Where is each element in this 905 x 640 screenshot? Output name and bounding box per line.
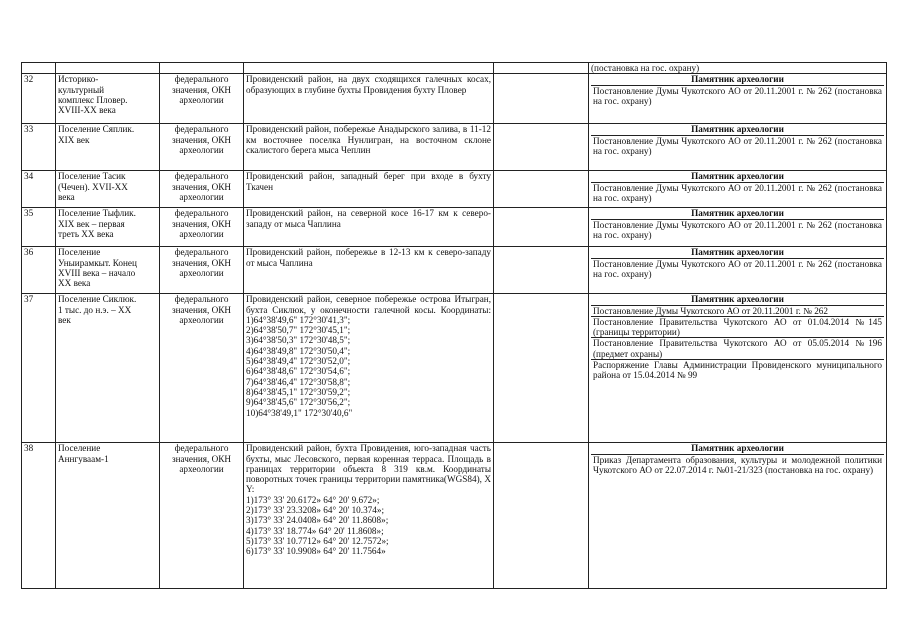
object-location	[244, 247, 494, 294]
object-category	[160, 171, 244, 208]
empty-cell	[494, 443, 589, 589]
object-location	[244, 74, 494, 124]
object-name	[56, 74, 160, 124]
legal-act: Приказ Департамента образования, культуры и молодежной политики Чукотского АО от 22.07.2014 г. №01-21/323 (постановка на гос. охрану)	[593, 454, 882, 475]
object-category-line: значения, ОКН	[171, 304, 231, 315]
legal-acts	[589, 294, 887, 443]
object-category-line: археологии	[179, 228, 224, 239]
object-name	[56, 208, 160, 247]
object-name-line: Историко-	[58, 74, 99, 85]
object-name	[56, 124, 160, 171]
object-category-line: значения, ОКН	[171, 257, 231, 268]
location-text: Провиденский район, побережье в 12-13 км к северо-западу от мыса Чаплина	[246, 247, 491, 268]
object-name-line: XIX век – первая	[58, 218, 125, 229]
coordinate-line: 2)64°38'50,7" 172°30'45,1";	[246, 325, 351, 336]
row-number: 33	[22, 124, 56, 171]
object-category-line: археологии	[179, 94, 224, 105]
object-name-line: века	[58, 191, 75, 202]
legal-acts-stack	[591, 443, 884, 475]
coordinates-list	[246, 495, 491, 557]
register-row	[22, 208, 887, 247]
object-name-line: треть XX века	[58, 228, 114, 239]
object-category	[160, 443, 244, 589]
object-category	[160, 124, 244, 171]
legal-act: Постановление Думы Чукотского АО от 20.11.2001 г. № 262 (постановка на гос. охрану)	[593, 219, 882, 240]
row-number: 34	[22, 171, 56, 208]
object-name-line: Поселение Сяплик.	[58, 124, 135, 135]
legal-acts	[589, 74, 887, 124]
object-name-line: Поселение Тасик	[58, 171, 126, 182]
object-category-line: федерального	[174, 443, 229, 454]
row-number: 37	[22, 294, 56, 443]
coordinate-line: 6)173° 33' 10.9908» 64° 20' 11.7564»	[246, 546, 386, 557]
empty-cell	[494, 208, 589, 247]
object-name-line: Поселение	[58, 247, 101, 258]
object-name-line: век	[58, 314, 71, 325]
object-category-line: археологии	[179, 314, 224, 325]
coordinates-list	[246, 325, 491, 418]
object-location	[244, 171, 494, 208]
monument-type: Памятник археологии	[591, 247, 884, 258]
coordinate-line: 1)173° 33' 20.6172» 64° 20' 9.672»;	[246, 494, 380, 505]
object-name	[56, 247, 160, 294]
legal-acts-stack	[591, 74, 884, 106]
empty-cell	[494, 171, 589, 208]
object-category-line: федерального	[174, 124, 229, 135]
object-name-line: XIX век	[58, 134, 90, 145]
object-name	[56, 294, 160, 443]
object-category	[160, 294, 244, 443]
empty-cell	[494, 74, 589, 124]
object-category-line: археологии	[179, 144, 224, 155]
row-number: 32	[22, 74, 56, 124]
coordinate-line: 7)64°38'46,4" 172°30'58,8";	[246, 376, 351, 387]
location-text: Провиденский район, западный берег при входе в бухту Ткачен	[246, 171, 491, 192]
monument-type: Памятник археологии	[591, 443, 884, 454]
object-name-line: XVIII-XX века	[58, 105, 116, 116]
object-name-line: Поселение Сиклюк.	[58, 294, 137, 305]
legal-acts	[589, 208, 887, 247]
object-location	[244, 443, 494, 589]
object-category-line: значения, ОКН	[171, 134, 231, 145]
object-category-line: археологии	[179, 267, 224, 278]
object-category-line: федерального	[174, 294, 229, 305]
object-category-line: значения, ОКН	[171, 218, 231, 229]
empty-cell	[494, 124, 589, 171]
object-category	[160, 74, 244, 124]
object-name-line: Уныирамкыт. Конец	[58, 257, 137, 268]
location-text: Провиденский район, северное побережье острова Итыгран, бухта Сиклюк, у оконечности галечной косы. Координаты: 1)64°38'49,6" 172°30'41,3";	[246, 294, 491, 325]
monument-type: Памятник археологии	[591, 294, 884, 305]
legal-acts-stack	[591, 208, 884, 240]
location-text: Провиденский район, на северной косе 16-17 км к северо-западу от мыса Чаплина	[246, 208, 491, 229]
legal-act: Постановление Думы Чукотского АО от 20.11.2001 г. № 262 (постановка на гос. охрану)	[593, 258, 882, 279]
coordinate-line: 2)173° 33' 23.3208» 64° 20' 10.374»;	[246, 505, 385, 516]
register-row	[22, 124, 887, 171]
legal-act: Постановление Думы Чукотского АО от 20.11.2001 г. № 262	[591, 306, 884, 317]
object-category-line: федерального	[174, 208, 229, 219]
object-category-line: археологии	[179, 463, 224, 474]
monument-type: Памятник археологии	[591, 208, 884, 219]
coordinate-line: 5)173° 33' 10.7712» 64° 20' 12.7572»;	[246, 535, 389, 546]
coordinate-line: 3)173° 33' 24.0408» 64° 20' 11.8608»;	[246, 515, 389, 526]
row-number: 36	[22, 247, 56, 294]
object-category-line: федерального	[174, 247, 229, 258]
object-category-line: значения, ОКН	[171, 84, 231, 95]
object-name-line: культурный	[58, 84, 105, 95]
monument-type: Памятник археологии	[591, 74, 884, 85]
legal-act: Постановление Думы Чукотского АО от 20.11.2001 г. № 262 (постановка на гос. охрану)	[593, 182, 882, 203]
legal-acts	[589, 124, 887, 171]
register-row	[22, 74, 887, 124]
register-row	[22, 171, 887, 208]
location-text: Провиденский район, побережье Анадырского залива, в 11-12 км восточнее поселка Нунлигран, на восточном склоне скалистого берега мыса Чеплин	[246, 124, 491, 155]
legal-act: Постановление Думы Чукотского АО от 20.11.2001 г. № 262 (постановка на гос. охрану)	[593, 85, 882, 106]
row-number: 38	[22, 443, 56, 589]
row-number: 35	[22, 208, 56, 247]
object-category	[160, 247, 244, 294]
coordinate-line: 9)64°38'45,6" 172°30'56,2";	[246, 397, 351, 408]
register-row	[22, 247, 887, 294]
legal-acts	[589, 171, 887, 208]
legal-acts-stack	[591, 247, 884, 279]
legal-acts	[589, 247, 887, 294]
legal-acts-stack	[591, 124, 884, 156]
object-location	[244, 208, 494, 247]
object-name-line: XX века	[58, 278, 91, 289]
empty-cell	[494, 294, 589, 443]
legal-act: Постановление Думы Чукотского АО от 20.11.2001 г. № 262 (постановка на гос. охрану)	[593, 135, 882, 156]
object-category-line: значения, ОКН	[171, 453, 231, 464]
object-category-line: федерального	[174, 171, 229, 182]
coordinate-line: 3)64°38'50,3" 172°30'48,5";	[246, 335, 351, 346]
continuation-row	[22, 63, 887, 74]
coordinate-line: 5)64°38'49,4" 172°30'52,0";	[246, 356, 351, 367]
coordinate-line: 10)64°38'49,1" 172°30'40,6"	[246, 407, 353, 418]
object-category-line: федерального	[174, 74, 229, 85]
monument-type: Памятник археологии	[591, 124, 884, 135]
object-category-line: археологии	[179, 191, 224, 202]
register-row	[22, 443, 887, 589]
object-name-line: XVIII века – начало	[58, 267, 136, 278]
location-text: Провиденский район, на двух сходящихся галечных косах, образующих в глубине бухты Провидения бухту Пловер	[246, 74, 491, 95]
coordinate-line: 8)64°38'45,1" 172°30'59,2";	[246, 386, 351, 397]
heritage-register-table	[21, 62, 887, 589]
continuation-text: (постановка на гос. охрану)	[589, 63, 887, 74]
coordinate-line: 4)173° 33' 18.774» 64° 20' 11.8608»;	[246, 525, 384, 536]
legal-acts	[589, 443, 887, 589]
legal-act: Постановление Правительства Чукотского АО от 05.05.2014 №196 (предмет охраны)	[593, 338, 882, 359]
object-name-line: 1 тыс. до н.э. – XX	[58, 304, 132, 315]
object-name-line: Поселение Тыфлик.	[58, 208, 136, 219]
coordinate-line: 6)64°38'48,6" 172°30'54,6";	[246, 366, 351, 377]
empty-cell	[494, 247, 589, 294]
coordinate-line: 4)64°38'49,8" 172°30'50,4";	[246, 345, 351, 356]
object-location	[244, 294, 494, 443]
legal-act: Распоряжение Главы Администрации Провиденского муниципального района от 15.04.2014 № 99	[593, 360, 882, 381]
object-name	[56, 171, 160, 208]
object-name-line: (Чечен). XVII-XX	[58, 181, 128, 192]
object-category-line: значения, ОКН	[171, 181, 231, 192]
monument-type: Памятник археологии	[591, 171, 884, 182]
register-row	[22, 294, 887, 443]
legal-acts-stack	[591, 171, 884, 203]
legal-act: Постановление Правительства Чукотского АО от 01.04.2014 №145 (границы территории)	[593, 316, 882, 338]
legal-acts-stack	[591, 294, 884, 380]
object-category	[160, 208, 244, 247]
object-name-line: Аннгуваам-1	[58, 453, 109, 464]
object-name	[56, 443, 160, 589]
object-name-line: комплекс Пловер.	[58, 94, 128, 105]
location-text: Провиденский район, бухта Провидения, юго-западная часть бухты, мыс Лесовского, первая коренная терраса. Площадь в границах территории объекта 8 319 кв.м. Координаты поворотных точек границы территории памятника(WGS84), X Y:	[246, 443, 491, 495]
object-location	[244, 124, 494, 171]
object-name-line: Поселение	[58, 443, 101, 454]
